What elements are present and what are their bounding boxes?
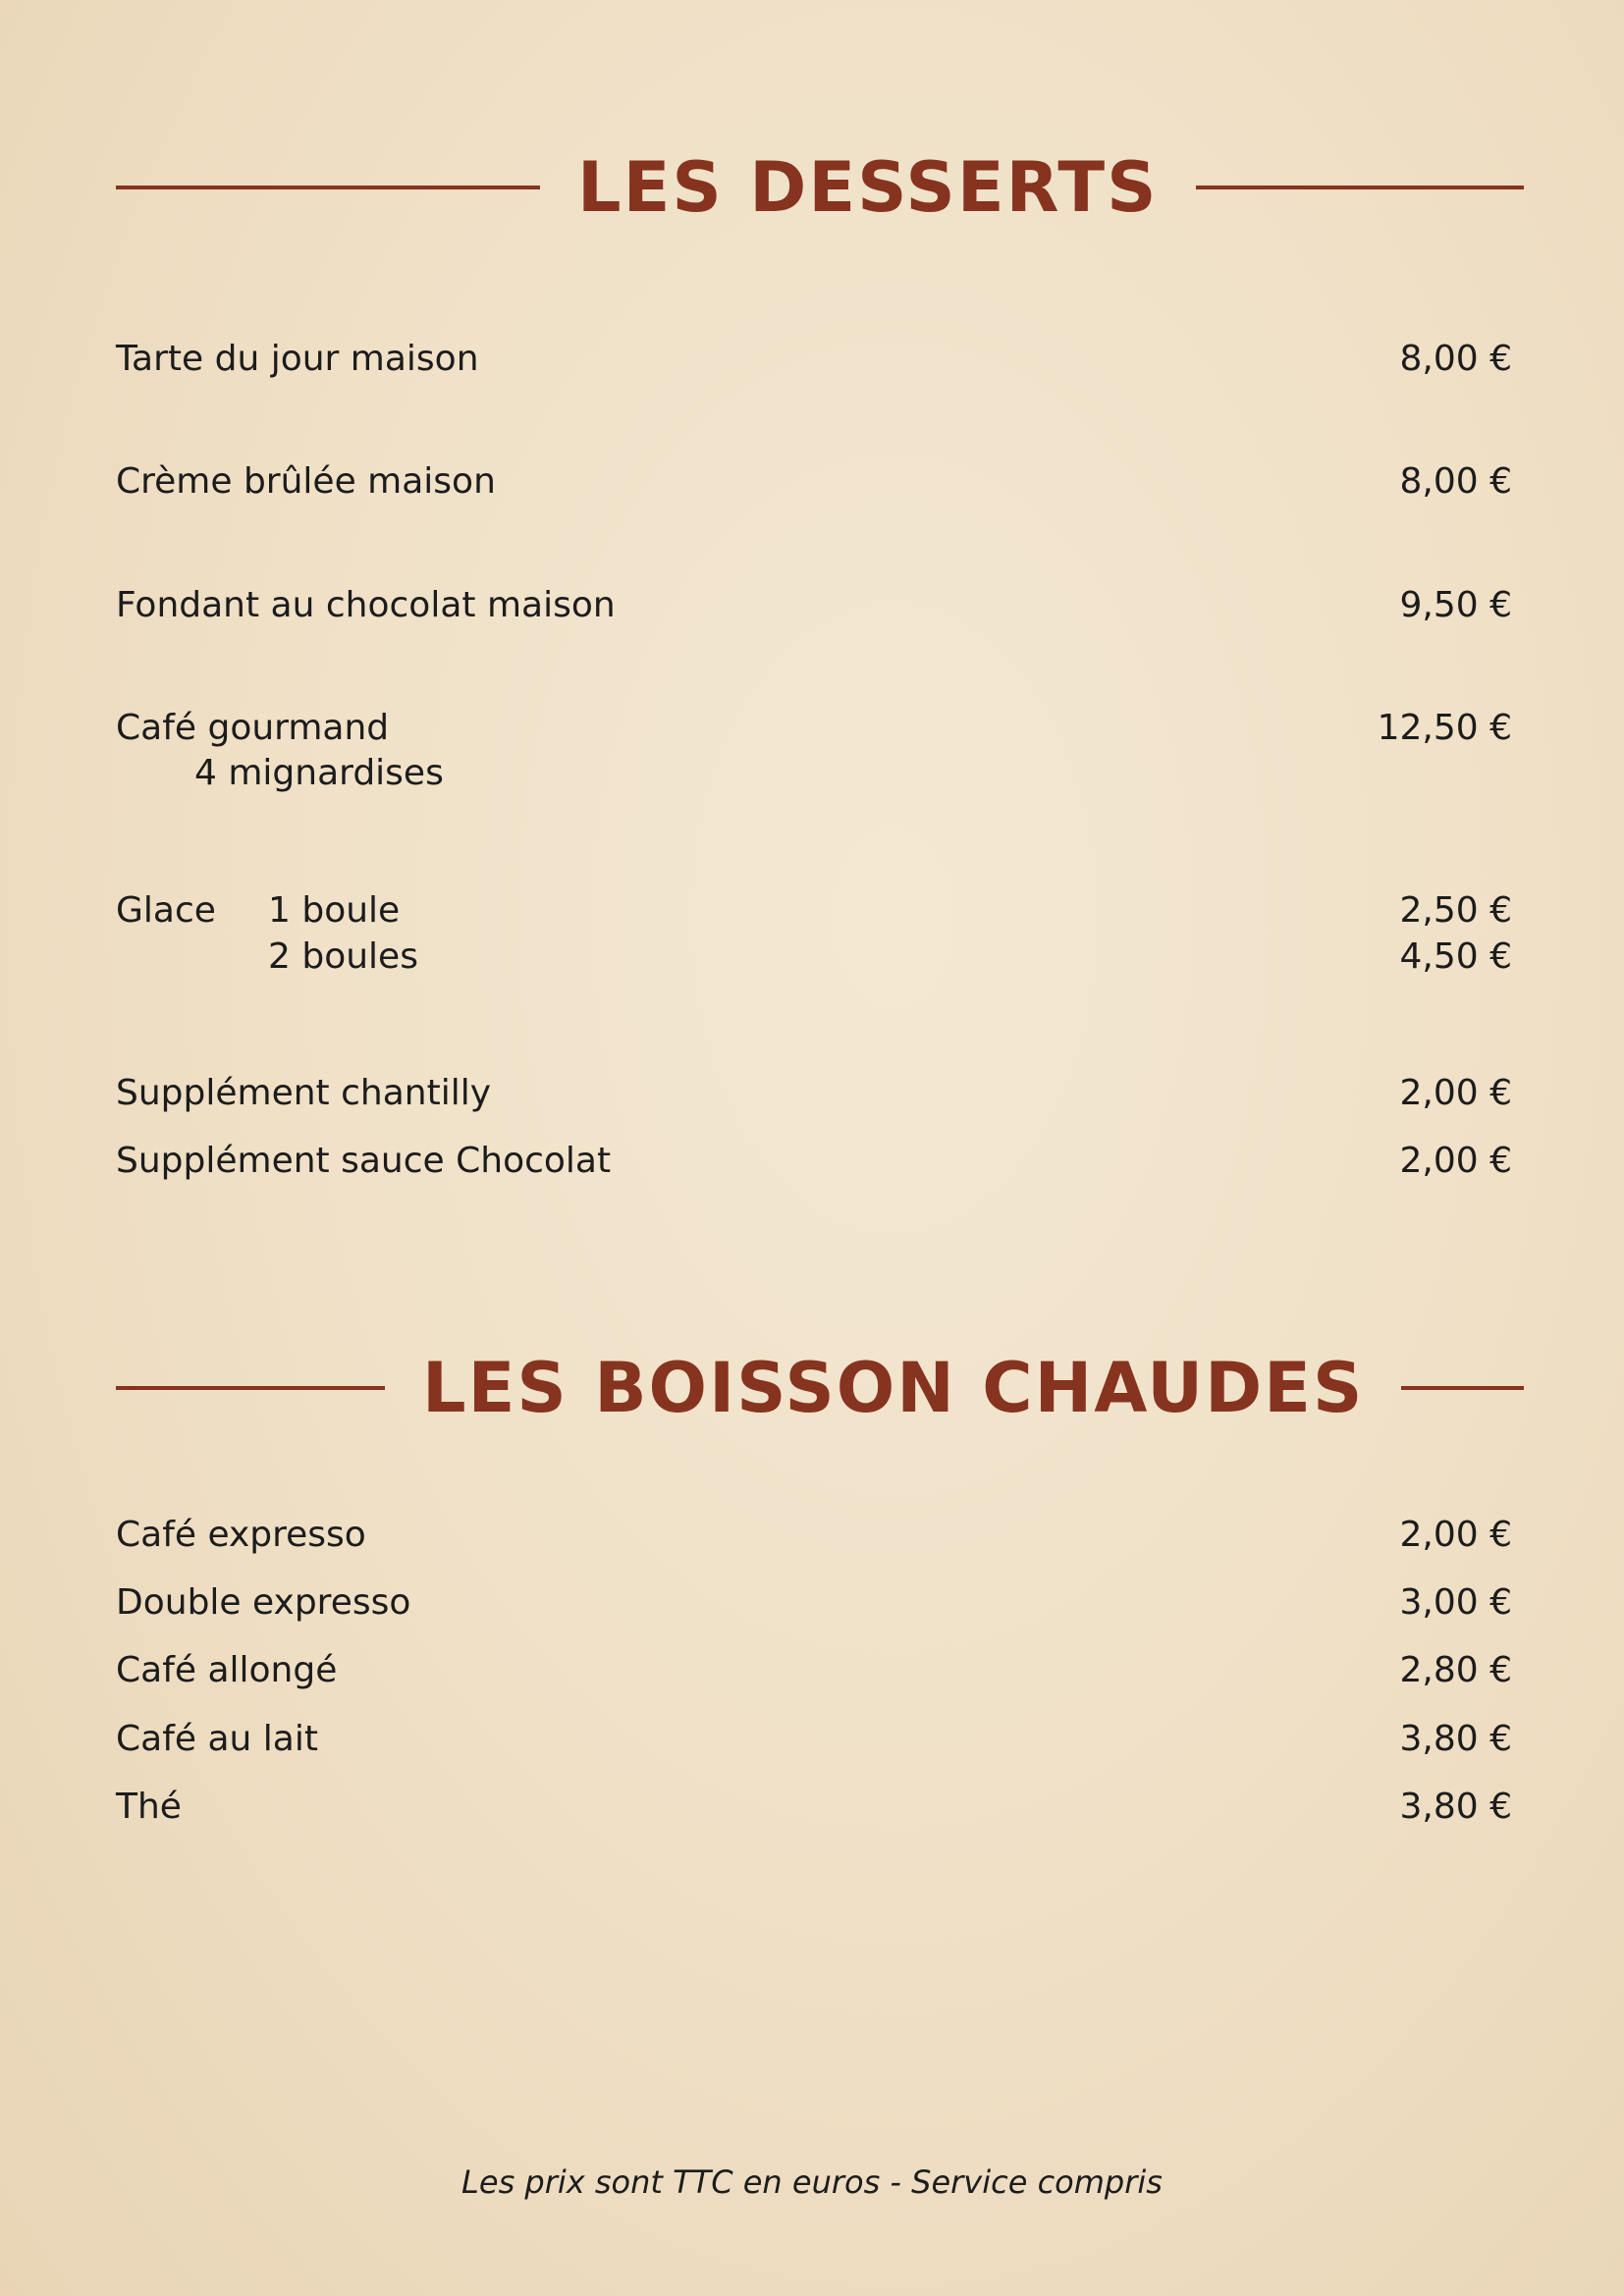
item-name: Café gourmand (116, 708, 390, 748)
glace-option-price: 2,50 € (1399, 890, 1512, 931)
title-rule-right (1196, 186, 1524, 189)
boissons-header (116, 1348, 1524, 1428)
item-name: Crème brûlée maison (116, 461, 496, 502)
item-price: 3,80 € (1399, 1787, 1512, 1827)
boissons-title: LES BOISSON CHAUDES (422, 1348, 1365, 1428)
desserts-title: LES DESSERTS (577, 147, 1159, 228)
item-price: 12,50 € (1377, 708, 1512, 748)
title-rule-left (116, 1386, 385, 1390)
item-name: Fondant au chocolat maison (116, 585, 616, 625)
item-price: 2,00 € (1399, 1141, 1512, 1181)
item-price: 8,00 € (1399, 339, 1512, 379)
item-name: Glace (116, 890, 216, 931)
item-name: Double expresso (116, 1582, 411, 1623)
item-price: 9,50 € (1399, 585, 1512, 625)
item-name: Supplément sauce Chocolat (116, 1141, 612, 1181)
item-name: Café au lait (116, 1719, 318, 1759)
glace-option-label: 2 boules (268, 936, 418, 977)
item-price: 2,00 € (1399, 1515, 1512, 1555)
glace-option-label: 1 boule (268, 890, 401, 931)
footer-note: Les prix sont TTC en euros - Service compris (461, 2163, 1163, 2201)
glace-option-price: 4,50 € (1399, 936, 1512, 977)
item-name: Tarte du jour maison (116, 339, 479, 379)
title-rule-right (1401, 1386, 1524, 1390)
item-price: 2,00 € (1399, 1073, 1512, 1113)
item-name: Supplément chantilly (116, 1073, 492, 1113)
title-rule-left (116, 186, 540, 189)
item-name: Café allongé (116, 1650, 338, 1690)
item-price: 2,80 € (1399, 1650, 1512, 1690)
item-name: Café expresso (116, 1515, 366, 1555)
item-price: 3,00 € (1399, 1582, 1512, 1623)
desserts-header (116, 147, 1524, 228)
item-price: 3,80 € (1399, 1719, 1512, 1759)
item-name: Thé (116, 1787, 182, 1827)
item-detail: 4 mignardises (194, 753, 444, 793)
item-price: 8,00 € (1399, 461, 1512, 502)
